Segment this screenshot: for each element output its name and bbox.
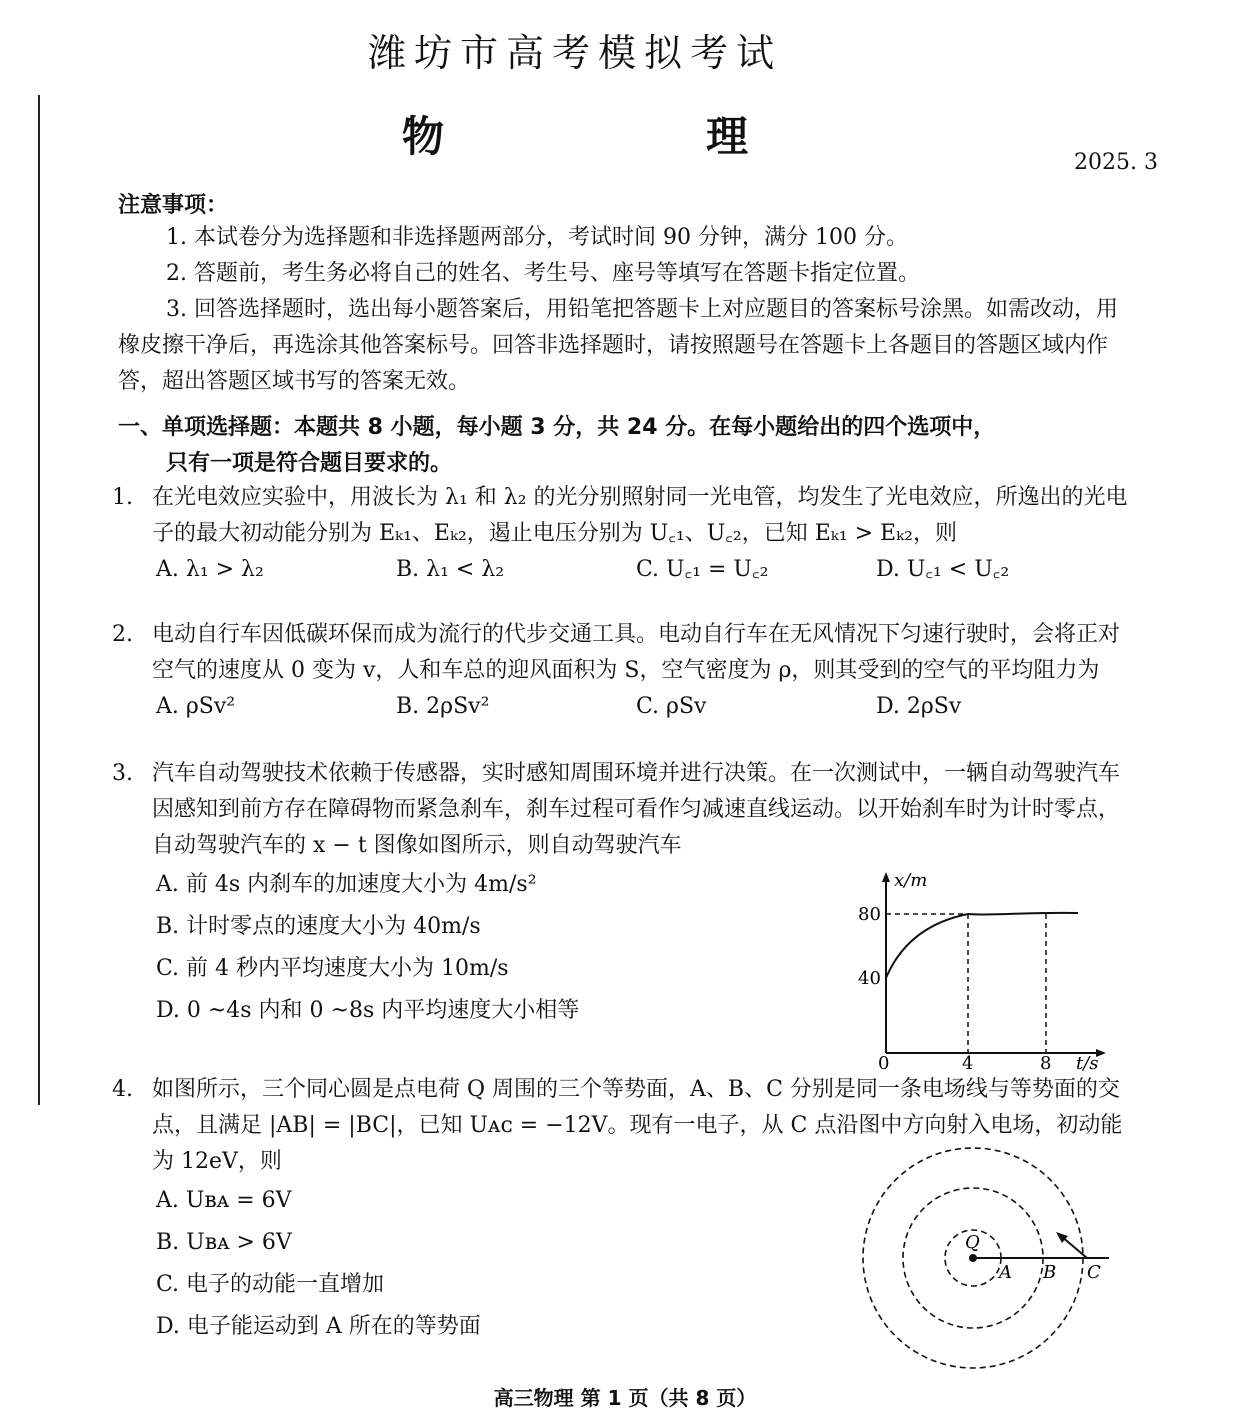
subject-title: 物 理 <box>401 112 858 161</box>
question-stem: 如图所示，三个同心圆是点电荷 Q 周围的三个等势面，A、B、C 分别是同一条电场线与等势面的交点，且满足 |AB| = |BC|，已知 Uᴀᴄ = −12V。现有一电子，从 C 点沿图中方向射入电场，初动能为 12eV，则 <box>152 1077 1123 1174</box>
notice-item: 2. 答题前，考生务必将自己的姓名、考生号、座号等填写在答题卡指定位置。 <box>166 261 920 286</box>
y-axis-label: x/m <box>894 870 928 891</box>
option-d: D. 2ρSv <box>876 694 962 719</box>
options <box>112 689 1132 725</box>
option-c: C. ρSv <box>636 694 707 719</box>
option-b: B. Uʙᴀ > 6V <box>156 1230 292 1255</box>
point-charge-q <box>969 1254 977 1262</box>
option-a: A. ρSv² <box>156 694 236 719</box>
y-axis-arrow <box>882 872 890 882</box>
option-c: C. 电子的动能一直增加 <box>156 1272 385 1297</box>
question-2 <box>112 617 1132 725</box>
notice-list <box>118 220 1128 400</box>
option-b: B. 2ρSv² <box>396 694 490 719</box>
option-b: B. 计时零点的速度大小为 40m/s <box>156 914 481 939</box>
page-footer: 高三物理 第 1 页（共 8 页） <box>493 1386 757 1410</box>
x-tick-4: 4 <box>962 1053 974 1074</box>
option-c: C. U꜀₁ = U꜀₂ <box>636 557 769 582</box>
section-heading-line: 只有一项是符合题目要求的。 <box>166 451 453 476</box>
x-axis-label: t/s <box>1076 1053 1099 1074</box>
notice-heading: 注意事项： <box>118 193 229 218</box>
option-c: C. 前 4 秒内平均速度大小为 10m/s <box>156 956 509 981</box>
option-d: D. 0 ~4s 内和 0 ~8s 内平均速度大小相等 <box>156 998 580 1023</box>
equipotential-circles-figure <box>855 1150 1101 1374</box>
exam-date: 2025. 3 <box>1074 150 1158 175</box>
label-q: Q <box>965 1232 980 1253</box>
question-stem: 在光电效应实验中，用波长为 λ₁ 和 λ₂ 的光分别照射同一光电管，均发生了光电效应，所逸出的光电子的最大初动能分别为 Eₖ₁、Eₖ₂，遏止电压分别为 U꜀₁、U꜀₂，已知 Eₖ₁ > Eₖ₂，则 <box>152 485 1128 546</box>
xt-flat-line <box>968 913 1078 915</box>
notice-item: 3. 回答选择题时，选出每小题答案后，用铅笔把答题卡上对应题目的答案标号涂黑。如需改动，用橡皮擦干净后，再选涂其他答案标号。回答非选择题时，请按照题号在答题卡上各题目的答题区域内作答，超出答题区域书写的答案无效。 <box>118 297 1118 394</box>
option-d: D. U꜀₁ < U꜀₂ <box>876 557 1010 582</box>
question-1 <box>112 480 1132 588</box>
question-number: 4. <box>112 1077 133 1102</box>
x-tick-0: 0 <box>878 1053 890 1074</box>
xt-graph-figure <box>848 868 1118 1074</box>
question-number: 1. <box>112 485 133 510</box>
label-b: B <box>1043 1262 1057 1283</box>
y-tick-40: 40 <box>858 968 881 989</box>
options <box>112 1180 836 1348</box>
y-tick-80: 80 <box>858 904 881 925</box>
options <box>112 864 836 1032</box>
option-d: D. 电子能运动到 A 所在的等势面 <box>156 1314 481 1339</box>
option-a: A. λ₁ > λ₂ <box>156 557 264 582</box>
exam-title: 潍坊市高考模拟考试 <box>367 31 782 75</box>
options <box>112 552 1132 588</box>
question-stem: 电动自行车因低碳环保而成为流行的代步交通工具。电动自行车在无风情况下匀速行驶时，会将正对空气的速度从 0 变为 v，人和车总的迎风面积为 S，空气密度为 ρ，则其受到的空气的平均阻力为 <box>152 622 1121 683</box>
option-b: B. λ₁ < λ₂ <box>396 557 505 582</box>
binding-margin-line <box>38 95 40 1105</box>
notice-item: 1. 本试卷分为选择题和非选择题两部分，考试时间 90 分钟，满分 100 分。 <box>166 225 908 250</box>
label-a: A <box>999 1262 1012 1283</box>
question-number: 3. <box>112 761 133 786</box>
xt-curve <box>886 914 968 978</box>
section-heading <box>118 410 1138 482</box>
section-heading-line: 一、单项选择题：本题共 8 小题，每小题 3 分，共 24 分。在每小题给出的四个选项中， <box>118 415 996 440</box>
question-stem: 汽车自动驾驶技术依赖于传感器，实时感知周围环境并进行决策。在一次测试中，一辆自动驾驶汽车因感知到前方存在障碍物而紧急刹车，刹车过程可看作匀减速直线运动。以开始刹车时为计时零点，自动驾驶汽车的 x − t 图像如图所示，则自动驾驶汽车 <box>152 761 1121 858</box>
question-number: 2. <box>112 622 133 647</box>
label-c: C <box>1087 1262 1101 1283</box>
x-tick-8: 8 <box>1040 1053 1052 1074</box>
option-a: A. Uʙᴀ = 6V <box>156 1188 292 1213</box>
option-a: A. 前 4s 内刹车的加速度大小为 4m/s² <box>156 872 537 897</box>
